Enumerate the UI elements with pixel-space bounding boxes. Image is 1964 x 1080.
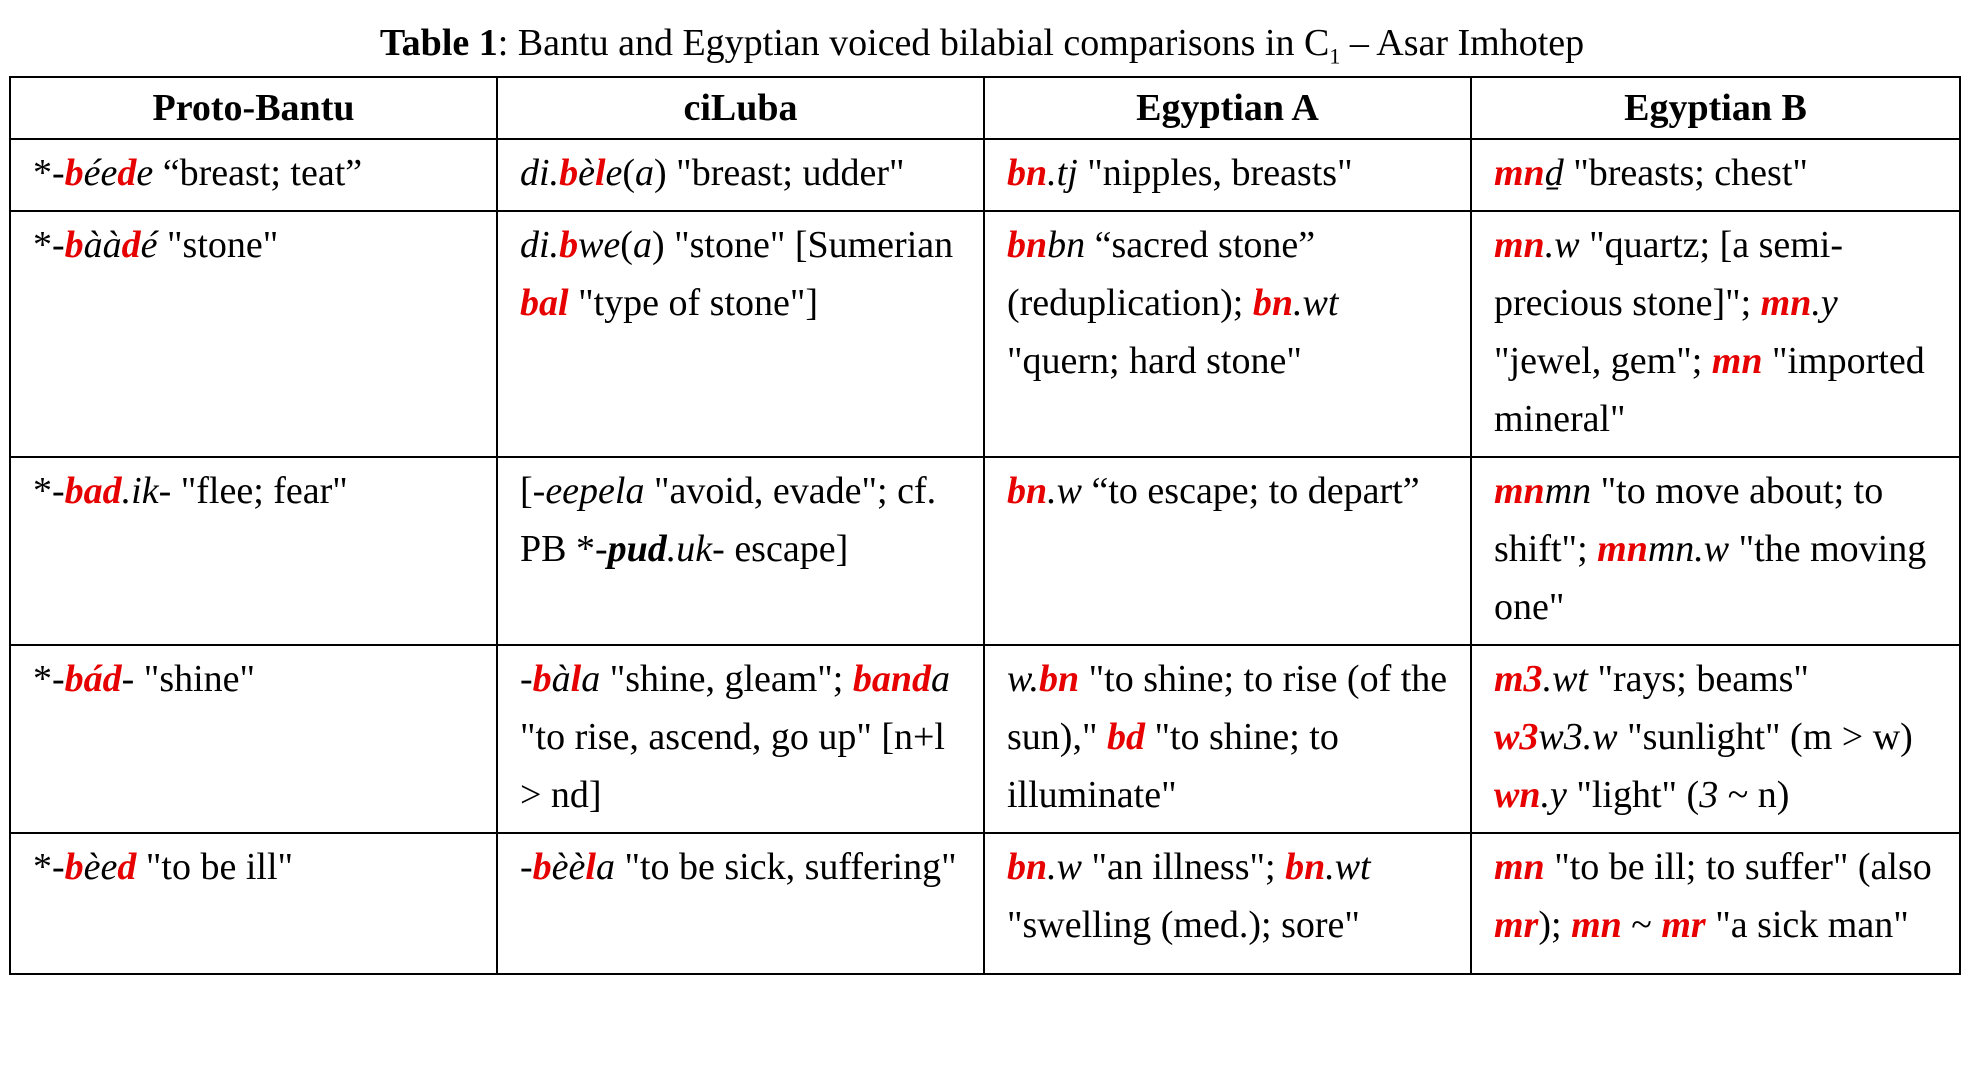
text-segment: - bbox=[520, 658, 533, 700]
text-segment: e bbox=[605, 152, 623, 194]
text-segment: "the moving one" bbox=[1494, 528, 1927, 628]
text-segment: *- bbox=[33, 470, 65, 512]
highlighted-segment: b bbox=[532, 846, 552, 888]
cell-ciluba bbox=[497, 139, 984, 211]
text-segment: ) "breast; udder" bbox=[654, 152, 905, 194]
highlighted-segment: mn bbox=[1571, 904, 1622, 946]
text-segment: "to shine; to illuminate" bbox=[1007, 716, 1339, 816]
text-segment: ); bbox=[1538, 904, 1572, 946]
text-segment: “breast; teat” bbox=[153, 152, 363, 194]
text-segment: - bbox=[520, 846, 533, 888]
cell-egyptian-b bbox=[1471, 833, 1960, 974]
cell-ciluba bbox=[497, 833, 984, 974]
text-segment: *- bbox=[33, 658, 65, 700]
highlighted-segment: bad bbox=[64, 470, 122, 512]
highlighted-segment: bn bbox=[1007, 846, 1048, 888]
highlighted-segment: mn bbox=[1494, 470, 1545, 512]
caption-author: – Asar Imhotep bbox=[1340, 22, 1585, 64]
text-segment: - "shine" bbox=[121, 658, 256, 700]
text-segment: a bbox=[595, 846, 615, 888]
text-segment: "imported mineral" bbox=[1494, 340, 1925, 440]
cell-egyptian-b bbox=[1471, 139, 1960, 211]
text-segment: "light" ( bbox=[1566, 774, 1700, 816]
highlighted-segment: bn bbox=[1285, 846, 1326, 888]
text-segment: "to be ill; to suffer" (also bbox=[1544, 846, 1932, 888]
text-segment: "avoid, evade"; cf. PB bbox=[520, 470, 937, 570]
text-segment: .ik- bbox=[121, 470, 172, 512]
text-segment: "jewel, gem"; bbox=[1494, 340, 1712, 382]
text-segment: .tj bbox=[1047, 152, 1078, 194]
highlighted-segment: l bbox=[585, 846, 596, 888]
table-row bbox=[10, 833, 1960, 974]
text-segment: w3.w bbox=[1538, 716, 1618, 758]
text-segment: "quartz; [a semi-precious stone]"; bbox=[1494, 224, 1844, 324]
highlighted-segment: mn bbox=[1711, 340, 1763, 382]
text-segment: "nipples, breasts" bbox=[1077, 152, 1353, 194]
text-segment: mn.w bbox=[1647, 528, 1730, 570]
highlighted-segment: m3 bbox=[1494, 658, 1543, 700]
text-segment: "stone" bbox=[157, 224, 279, 266]
highlighted-segment: band bbox=[852, 658, 931, 700]
text-segment: ~ n) bbox=[1718, 774, 1790, 816]
highlighted-segment: l bbox=[594, 152, 606, 194]
highlighted-segment: b bbox=[559, 224, 579, 266]
header-egyptian-b: Egyptian B bbox=[1471, 77, 1960, 139]
text-segment: a bbox=[632, 224, 652, 266]
text-segment: a bbox=[635, 152, 655, 194]
highlighted-segment: bád bbox=[64, 658, 122, 700]
cell-proto-bantu bbox=[10, 139, 497, 211]
highlighted-segment: bn bbox=[1007, 470, 1048, 512]
text-segment: “to escape; to depart” bbox=[1082, 470, 1420, 512]
highlighted-segment: b bbox=[64, 152, 84, 194]
table-row bbox=[10, 211, 1960, 457]
text-segment: àà bbox=[83, 224, 122, 266]
table-row bbox=[10, 139, 1960, 211]
cell-proto-bantu bbox=[10, 645, 497, 833]
table-row bbox=[10, 457, 1960, 645]
text-segment: .wt bbox=[1542, 658, 1588, 700]
cell-proto-bantu bbox=[10, 211, 497, 457]
highlighted-segment: b bbox=[532, 658, 552, 700]
text-segment: ( bbox=[620, 224, 633, 266]
text-segment: *- bbox=[575, 528, 608, 570]
cell-egyptian-a bbox=[984, 833, 1471, 974]
caption-text: : Bantu and Egyptian voiced bilabial comparisons in C bbox=[497, 22, 1330, 64]
highlighted-segment: bal bbox=[520, 282, 569, 324]
text-segment: "to be ill" bbox=[136, 846, 294, 888]
text-segment: à bbox=[551, 658, 571, 700]
text-segment: èè bbox=[551, 846, 586, 888]
text-segment: "to be sick, suffering" bbox=[614, 846, 957, 888]
header-ciluba: ciLuba bbox=[497, 77, 984, 139]
text-segment: .w bbox=[1544, 224, 1580, 266]
cell-egyptian-b bbox=[1471, 645, 1960, 833]
highlighted-segment: bn bbox=[1007, 224, 1048, 266]
text-segment: "to rise, ascend, go up" [n+l > nd] bbox=[520, 716, 945, 816]
text-segment: mn bbox=[1544, 470, 1592, 512]
text-segment: w. bbox=[1007, 658, 1040, 700]
cell-egyptian-a bbox=[984, 457, 1471, 645]
cell-ciluba bbox=[497, 457, 984, 645]
text-segment: *- bbox=[33, 846, 65, 888]
text-segment: .w bbox=[1047, 470, 1082, 512]
text-segment: ~ bbox=[1621, 904, 1662, 946]
text-segment: di. bbox=[520, 224, 560, 266]
text-segment: "swelling (med.); sore" bbox=[1007, 904, 1360, 946]
text-segment: pud bbox=[607, 528, 667, 570]
text-segment: "sunlight" (m > w) bbox=[1617, 716, 1913, 758]
text-segment: "to move about; to shift"; bbox=[1494, 470, 1884, 570]
highlighted-segment: b bbox=[64, 224, 84, 266]
highlighted-segment: mn bbox=[1597, 528, 1648, 570]
highlighted-segment: mr bbox=[1661, 904, 1706, 946]
cell-egyptian-b bbox=[1471, 211, 1960, 457]
highlighted-segment: mr bbox=[1494, 904, 1539, 946]
text-segment: èe bbox=[83, 846, 118, 888]
text-segment: ḏ bbox=[1544, 152, 1564, 194]
text-segment: eepela bbox=[545, 470, 645, 512]
text-segment: "quern; hard stone" bbox=[1007, 340, 1302, 382]
text-segment: .y bbox=[1811, 282, 1838, 324]
text-segment: *- bbox=[33, 224, 65, 266]
highlighted-segment: d bbox=[121, 224, 141, 266]
text-segment: a bbox=[931, 658, 950, 700]
text-segment: "type of stone"] bbox=[568, 282, 819, 324]
highlighted-segment: bn bbox=[1007, 152, 1048, 194]
cell-proto-bantu bbox=[10, 457, 497, 645]
cell-ciluba bbox=[497, 645, 984, 833]
highlighted-segment: mn bbox=[1760, 282, 1812, 324]
text-segment: ( bbox=[622, 152, 636, 194]
text-segment: escape] bbox=[724, 528, 849, 570]
text-segment: "flee; fear" bbox=[171, 470, 348, 512]
highlighted-segment: bn bbox=[1039, 658, 1080, 700]
text-segment: "to shine; to rise (of the sun)," bbox=[1007, 658, 1448, 758]
highlighted-segment: wn bbox=[1494, 774, 1541, 816]
text-segment: .w bbox=[1047, 846, 1082, 888]
text-segment: .uk- bbox=[666, 528, 725, 570]
cell-egyptian-b bbox=[1471, 457, 1960, 645]
text-segment: "shine, gleam"; bbox=[600, 658, 853, 700]
header-proto-bantu: Proto-Bantu bbox=[10, 77, 497, 139]
text-segment: *- bbox=[33, 152, 65, 194]
text-segment: [- bbox=[520, 470, 546, 512]
cell-egyptian-a bbox=[984, 211, 1471, 457]
highlighted-segment: mn bbox=[1494, 846, 1545, 888]
table-body bbox=[10, 139, 1960, 974]
header-egyptian-a: Egyptian A bbox=[984, 77, 1471, 139]
text-segment: é bbox=[140, 224, 158, 266]
text-segment: "a sick man" bbox=[1705, 904, 1909, 946]
text-segment: ée bbox=[83, 152, 118, 194]
highlighted-segment: l bbox=[570, 658, 582, 700]
cell-ciluba bbox=[497, 211, 984, 457]
text-segment: we bbox=[578, 224, 621, 266]
text-segment: "rays; beams" bbox=[1587, 658, 1809, 700]
table-caption bbox=[0, 20, 1964, 80]
caption-label: Table 1 bbox=[379, 22, 498, 64]
highlighted-segment: d bbox=[117, 152, 137, 194]
text-segment: e bbox=[136, 152, 154, 194]
cell-egyptian-a bbox=[984, 139, 1471, 211]
text-segment: .wt bbox=[1293, 282, 1339, 324]
highlighted-segment: bn bbox=[1252, 282, 1293, 324]
highlighted-segment: d bbox=[117, 846, 137, 888]
cell-egyptian-a bbox=[984, 645, 1471, 833]
text-segment: ) "stone" [Sumerian bbox=[651, 224, 954, 266]
cell-proto-bantu bbox=[10, 833, 497, 974]
text-segment: .y bbox=[1540, 774, 1567, 816]
header-row bbox=[10, 77, 1960, 139]
text-segment: "an illness"; bbox=[1082, 846, 1286, 888]
highlighted-segment: bd bbox=[1106, 716, 1145, 758]
text-segment: 3 bbox=[1699, 774, 1719, 816]
text-segment: bn bbox=[1047, 224, 1086, 266]
highlighted-segment: mn bbox=[1494, 224, 1545, 266]
caption-subscript: 1 bbox=[1329, 43, 1341, 69]
text-segment: “sacred stone” (reduplication); bbox=[1007, 224, 1316, 324]
text-segment: a bbox=[581, 658, 601, 700]
highlighted-segment: mn bbox=[1494, 152, 1545, 194]
highlighted-segment: w3 bbox=[1494, 716, 1539, 758]
text-segment: "breasts; chest" bbox=[1563, 152, 1808, 194]
text-segment: è bbox=[578, 152, 595, 194]
comparison-table bbox=[9, 76, 1961, 975]
highlighted-segment: b bbox=[64, 846, 84, 888]
highlighted-segment: b bbox=[559, 152, 579, 194]
text-segment: .wt bbox=[1325, 846, 1371, 888]
table-row bbox=[10, 645, 1960, 833]
text-segment: di. bbox=[520, 152, 560, 194]
